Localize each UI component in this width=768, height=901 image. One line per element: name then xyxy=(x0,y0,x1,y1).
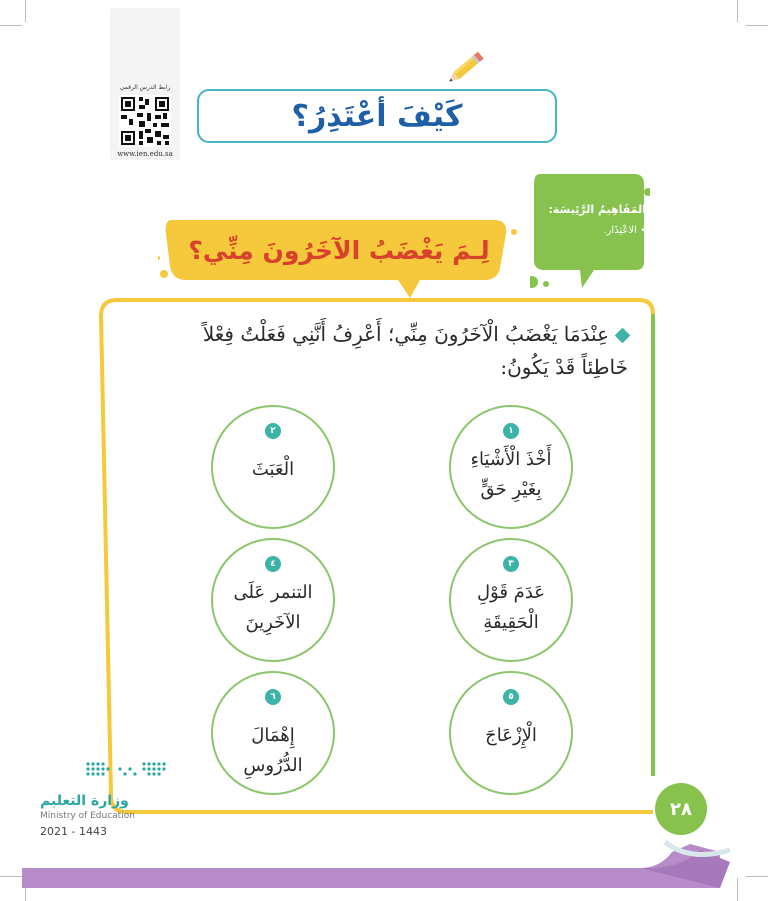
bottom-band xyxy=(0,822,768,901)
crop-mark xyxy=(0,25,22,26)
ministry-name-english: Ministry of Education xyxy=(40,811,135,821)
concepts-item: • الاعْتِذَار. xyxy=(603,225,646,236)
ministry-year: 2021 - 1443 xyxy=(40,825,107,838)
crop-mark xyxy=(25,0,26,22)
item-circle-1 xyxy=(449,405,573,529)
item-text: الْعَبَثَ xyxy=(251,459,295,480)
crop-mark xyxy=(737,0,738,22)
item-circle-3 xyxy=(449,538,573,662)
page-number: ٢٨ xyxy=(655,783,707,835)
item-text: إِهْمَالَ الدُّرُوسِ xyxy=(243,725,303,776)
ministry-logo-icon xyxy=(80,760,172,782)
item-text: الْإِزْعَاجَ xyxy=(485,725,537,746)
item-text: التنمر عَلَى الآخَرِينَ xyxy=(233,582,313,633)
item-number: ٥ xyxy=(503,689,519,705)
item-text: أَخْذَ الْأَشْيَاءِ بِغَيْرِ حَقٍّ xyxy=(470,449,552,500)
concepts-heading: المَفَاهِيمُ الرَّئِيسَة: xyxy=(548,203,646,216)
qr-code-icon[interactable] xyxy=(119,95,171,147)
item-number: ١ xyxy=(503,423,519,439)
item-circle-4 xyxy=(211,538,335,662)
pencil-icon xyxy=(440,46,490,92)
item-circle-2 xyxy=(211,405,335,529)
intro-text: عِنْدَمَا يَغْضَبُ الْآخَرُونَ مِنِّي؛ أَعْرِفُ أَنَّنِي فَعَلْتُ فِعْلاً خَاطِئاً قَدْ يَكُونُ: xyxy=(202,322,628,379)
item-number: ٣ xyxy=(503,556,519,572)
bullet-diamond-icon xyxy=(615,328,631,344)
lesson-title-box xyxy=(197,89,557,143)
crop-mark xyxy=(746,25,768,26)
item-number: ٢ xyxy=(265,423,281,439)
item-circle-5 xyxy=(449,671,573,795)
item-circle-6 xyxy=(211,671,335,795)
intro-paragraph xyxy=(170,318,628,384)
ministry-name-arabic: وزارة التعليم xyxy=(40,793,129,809)
qr-label: رابط الدرس الرقمي xyxy=(119,84,171,91)
qr-url[interactable]: www.ien.edu.sa xyxy=(117,150,173,158)
item-text: عَدَمَ قَوْلِ الْحَقِيقَةِ xyxy=(476,582,546,633)
item-number: ٤ xyxy=(265,556,281,572)
question-heading: لِـمَ يَغْضَبُ الآخَرُونَ مِنِّي؟ xyxy=(188,235,490,265)
item-number: ٦ xyxy=(265,689,281,705)
lesson-title: كَيْفَ أعْتَذِرُ؟ xyxy=(291,98,463,134)
